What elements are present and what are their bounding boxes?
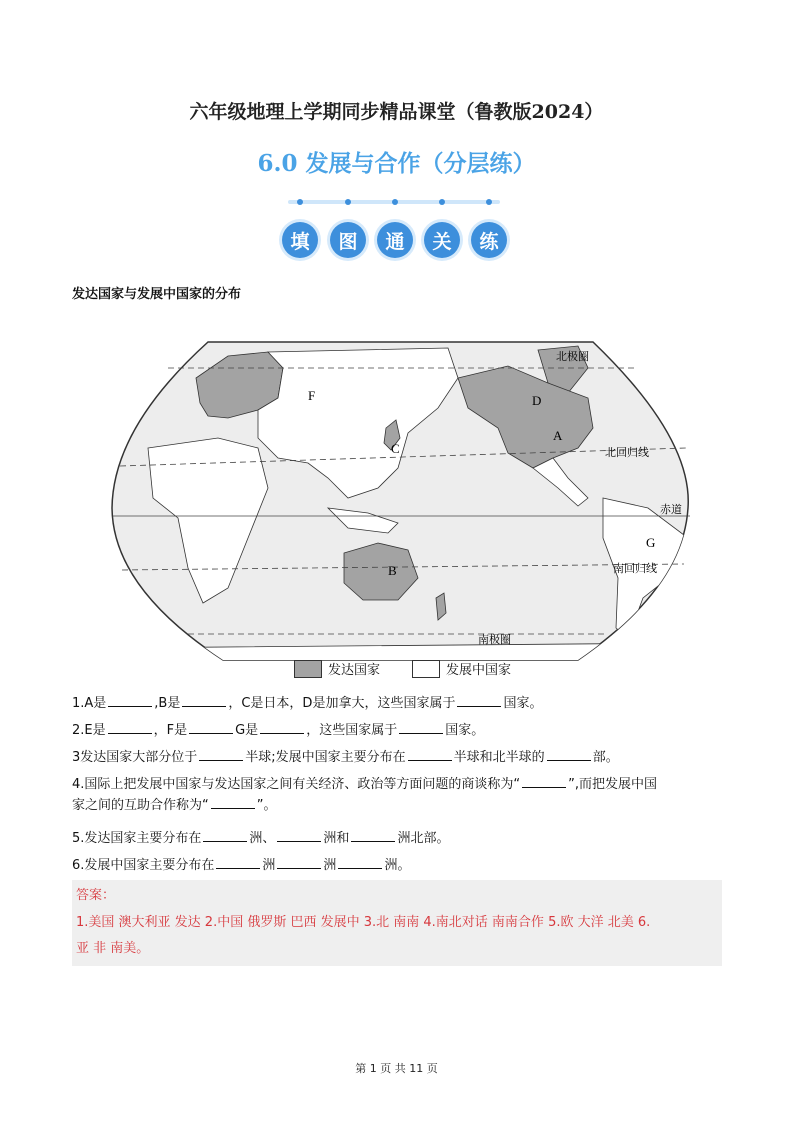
legend-label-developing: 发展中国家: [446, 663, 512, 678]
divider-dot: [486, 199, 492, 205]
arctic-circle-label: 北极圈: [556, 350, 589, 363]
section-heading: 发达国家与发展中国家的分布: [72, 287, 242, 302]
answer-blank[interactable]: [260, 720, 304, 734]
answer-blank[interactable]: [108, 693, 152, 707]
answer-blank[interactable]: [457, 693, 501, 707]
tropic-cancer-label: 北回归线: [605, 446, 649, 459]
divider-dot: [345, 199, 351, 205]
question-3: 3发达国家大部分位于 半球;发展中国家主要分布在 半球和北半球的 部。: [72, 747, 722, 768]
legend-swatch-developing: [412, 660, 440, 678]
answer-blank[interactable]: [277, 855, 321, 869]
badge-lian: 练: [471, 222, 507, 258]
question-2: 2.E是 ，F是 G是 ，这些国家属于 国家。: [72, 720, 722, 741]
page-footer: 第 1 页 共 11 页: [355, 1062, 438, 1075]
answer-line-1: 1.美国 澳大利亚 发达 2.中国 俄罗斯 巴西 发展中 3.北 南南 4.南北对话 南南合作 5.欧 大洋 北美 6.: [76, 915, 651, 930]
answer-blank[interactable]: [547, 747, 591, 761]
divider-dot: [297, 199, 303, 205]
answer-blank[interactable]: [408, 747, 452, 761]
map-label-a: A: [553, 428, 563, 443]
answer-blank[interactable]: [216, 855, 260, 869]
answer-blank[interactable]: [203, 828, 247, 842]
map-label-f: F: [308, 388, 316, 403]
answer-blank[interactable]: [351, 828, 395, 842]
answer-box: [72, 880, 722, 966]
answer-blank[interactable]: [108, 720, 152, 734]
badge-tong: 通: [377, 222, 413, 258]
legend-swatch-developed: [294, 660, 322, 678]
antarctic-circle-label: 南极圈: [478, 633, 511, 646]
badge-tu: 图: [330, 222, 366, 258]
answer-label: 答案：: [76, 888, 116, 903]
document-subtitle: 6.0 发展与合作（分层练）: [257, 150, 536, 177]
question-5: 5.发达国家主要分布在 洲、 洲和 洲北部。: [72, 828, 722, 849]
answer-blank[interactable]: [522, 774, 566, 788]
question-6: 6.发展中国家主要分布在 洲 洲 洲。: [72, 855, 722, 876]
answer-blank[interactable]: [189, 720, 233, 734]
equator-label: 赤道: [660, 503, 682, 516]
badge-guan: 关: [424, 222, 460, 258]
answer-blank[interactable]: [338, 855, 382, 869]
legend-label-developed: 发达国家: [328, 663, 381, 678]
divider-dot: [439, 199, 445, 205]
map-label-c: C: [391, 441, 400, 456]
answer-blank[interactable]: [399, 720, 443, 734]
tropic-capricorn-label: 南回归线: [613, 562, 657, 575]
badge-tian: 填: [282, 222, 318, 258]
answer-blank[interactable]: [277, 828, 321, 842]
map-label-b: B: [388, 563, 397, 578]
map-label-g: G: [646, 535, 656, 550]
answer-blank[interactable]: [199, 747, 243, 761]
answer-text: [76, 910, 716, 962]
map-label-d: D: [532, 393, 542, 408]
map-legend: [294, 658, 534, 680]
divider-dot: [392, 199, 398, 205]
document-title: 六年级地理上学期同步精品课堂（鲁教版2024）: [189, 101, 604, 123]
answer-blank[interactable]: [182, 693, 226, 707]
answer-blank[interactable]: [211, 795, 255, 809]
question-1: 1.A是 ,B是 ，C是日本，D是加拿大，这些国家属于 国家。: [72, 693, 722, 714]
world-map: [108, 338, 693, 664]
question-4: 4.国际上把发展中国家与发达国家之间有关经济、政治等方面问题的商谈称为“ ”,而把发展中国 家之间的互助合作称为“ ”。: [72, 774, 722, 816]
answer-line-2: 亚 非 南美。: [76, 941, 150, 956]
exercise-badges: [280, 222, 512, 262]
